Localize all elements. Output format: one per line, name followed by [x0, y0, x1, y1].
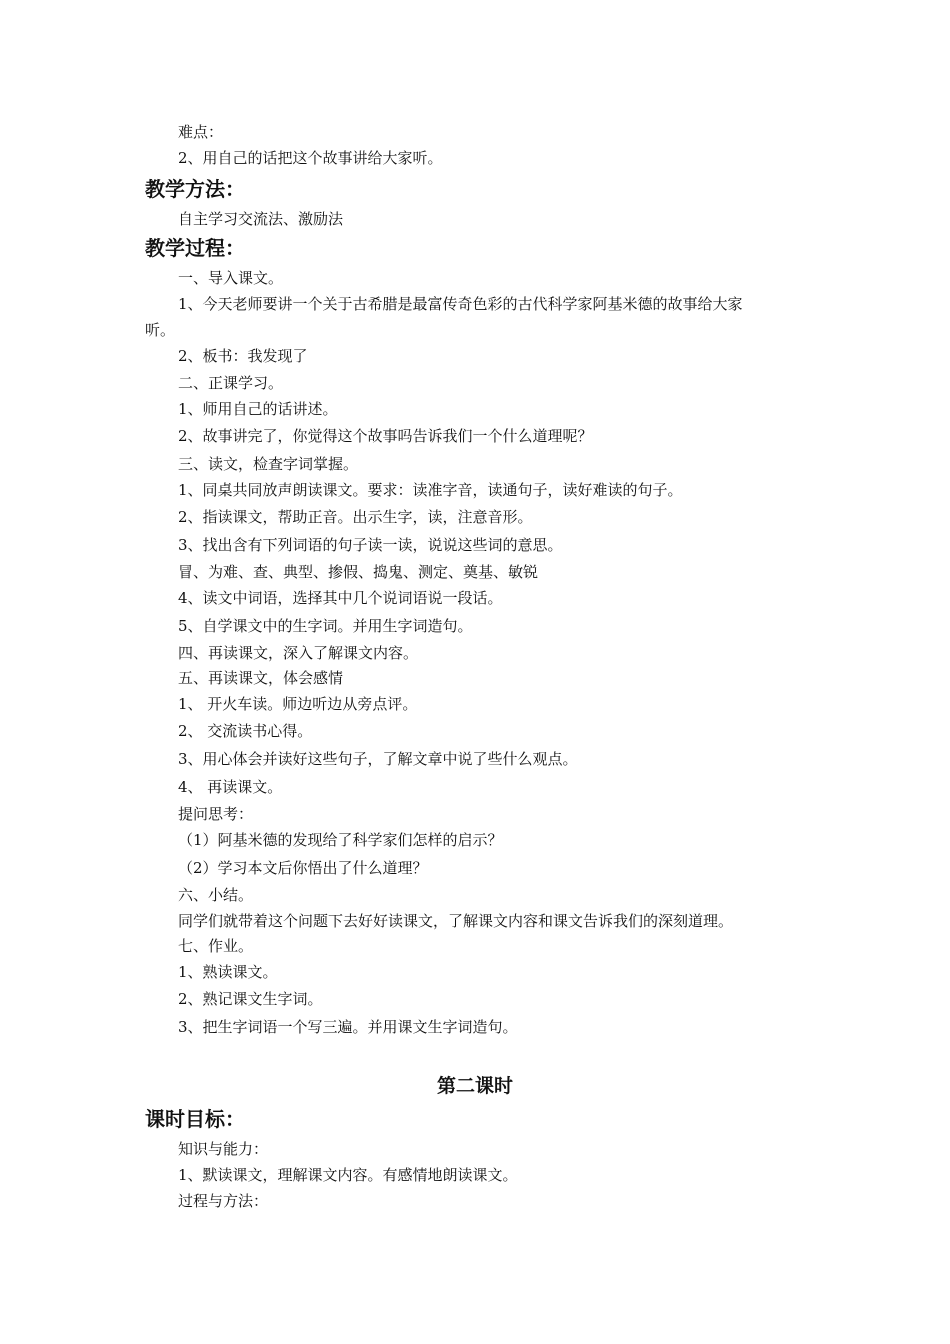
- text-line: 自主学习交流法、激励法: [178, 210, 344, 228]
- text-line: 难点：: [178, 123, 224, 141]
- text-line: 2、故事讲完了，你觉得这个故事吗告诉我们一个什么道理呢？: [178, 427, 593, 445]
- text-line: 提问思考：: [178, 805, 254, 823]
- text-line: 三、读文，检查字词掌握。: [178, 455, 359, 473]
- text-line: 六、小结。: [178, 886, 254, 904]
- section-heading: 课时目标：: [145, 1107, 245, 1131]
- text-line: 五、再读课文，体会感情: [178, 669, 344, 687]
- text-line: 1、熟读课文。: [178, 963, 278, 981]
- section-heading: 教学过程：: [145, 236, 245, 260]
- text-line: 1、 开火车读。师边听边从旁点评。: [178, 695, 418, 713]
- text-line: 七、作业。: [178, 937, 254, 955]
- text-line: 3、用心体会并读好这些句子，了解文章中说了些什么观点。: [178, 750, 578, 768]
- text-line: 1、今天老师要讲一个关于古希腊是最富传奇色彩的古代科学家阿基米德的故事给大家: [178, 295, 743, 313]
- text-line: 1、默读课文，理解课文内容。有感情地朗读课文。: [178, 1166, 518, 1184]
- text-line: 5、自学课文中的生字词。并用生字词造句。: [178, 617, 473, 635]
- lesson-title: 第二课时: [436, 1075, 513, 1097]
- text-line: 二、正课学习。: [178, 374, 284, 392]
- text-line: 4、读文中词语，选择其中几个说词语说一段话。: [178, 589, 503, 607]
- text-line: 1、师用自己的话讲述。: [178, 400, 338, 418]
- text-line: 2、指读课文，帮助正音。出示生字，读，注意音形。: [178, 508, 533, 526]
- text-line: 四、再读课文，深入了解课文内容。: [178, 644, 419, 662]
- text-line: （2）学习本文后你悟出了什么道理？: [178, 859, 428, 877]
- text-line: 过程与方法：: [178, 1192, 269, 1210]
- text-line: 知识与能力：: [178, 1140, 269, 1158]
- text-line: 2、 交流读书心得。: [178, 722, 313, 740]
- text-line: 2、板书：我发现了: [178, 347, 308, 365]
- section-heading: 教学方法：: [145, 177, 245, 201]
- text-line: 冒、为难、查、典型、掺假、捣鬼、测定、奠基、敏锐: [178, 563, 539, 581]
- text-line: 3、找出含有下列词语的句子读一读，说说这些词的意思。: [178, 536, 563, 554]
- text-line: 2、用自己的话把这个故事讲给大家听。: [178, 149, 443, 167]
- text-line: 4、 再读课文。: [178, 778, 283, 796]
- text-line: 听。: [145, 321, 176, 339]
- text-line: 1、同桌共同放声朗读课文。要求：读准字音，读通句子，读好难读的句子。: [178, 481, 683, 499]
- text-line: 一、导入课文。: [178, 269, 284, 287]
- text-line: 同学们就带着这个问题下去好好读课文，了解课文内容和课文告诉我们的深刻道理。: [178, 912, 734, 930]
- text-line: （1）阿基米德的发现给了科学家们怎样的启示？: [178, 831, 503, 849]
- text-line: 3、把生字词语一个写三遍。并用课文生字词造句。: [178, 1018, 518, 1036]
- text-line: 2、熟记课文生字词。: [178, 990, 323, 1008]
